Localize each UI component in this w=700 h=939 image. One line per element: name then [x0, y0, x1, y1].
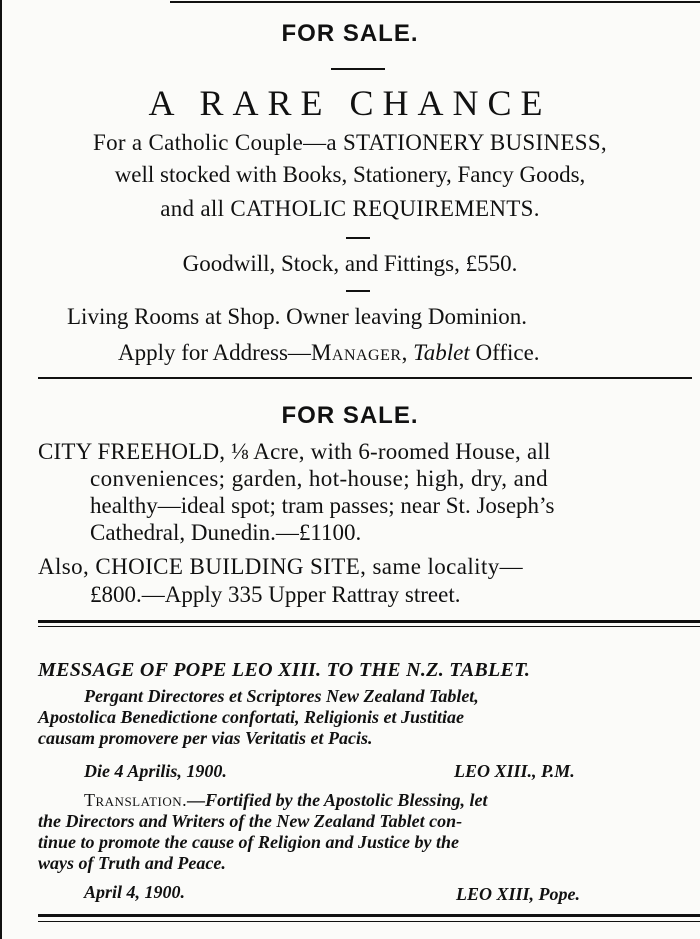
ad1-title: A RARE CHANCE [148, 83, 552, 123]
message-translation-line-2: the Directors and Writers of the New Zealand Tablet con- [38, 811, 463, 831]
ad2-heading: FOR SALE. [281, 402, 419, 429]
ad1-apply-comma: , [401, 340, 414, 365]
message-translation-line-4: ways of Truth and Peace. [38, 853, 226, 873]
ad2-p1-line-2: conveniences; garden, hot-house; high, dry, and [90, 466, 549, 491]
message-double-rule-bottom [38, 921, 700, 922]
ad1-short-rule-2 [346, 237, 370, 239]
message-english-date: April 4, 1900. [84, 882, 186, 902]
message-translation-text-1: —Fortified by the Apostolic Blessing, let [187, 790, 488, 810]
ad1-short-rule-3 [346, 290, 370, 292]
message-latin-line-2: Apostolica Benedictione confortati, Religionis et Justitiae [38, 707, 465, 727]
ad2-p1-line-3: healthy—ideal spot; tram passes; near St. Joseph’s [90, 493, 555, 518]
message-latin-line-3: causam promovere per vias Veritatis et Pacis. [38, 728, 373, 748]
message-double-rule-top [38, 914, 700, 917]
ad1-heading: FOR SALE. [281, 20, 419, 47]
ad2-p2-line-1: Also, CHOICE BUILDING SITE, same locality— [38, 554, 524, 579]
ad1-apply-manager: Manager [310, 340, 402, 365]
message-english-sign: LEO XIII, Pope. [456, 884, 581, 904]
ad1-line-1: For a Catholic Couple—a STATIONERY BUSINESS, [93, 130, 607, 155]
ad1-apply [118, 340, 540, 366]
ad1-living: Living Rooms at Shop. Owner leaving Dominion. [67, 304, 527, 329]
ad2-p1-line-4: Cathedral, Dunedin.—£1100. [90, 520, 362, 545]
message-latin-sign: LEO XIII., P.M. [454, 761, 575, 781]
message-title: MESSAGE OF POPE LEO XIII. TO THE N.Z. TABLET. [38, 659, 531, 681]
ad1-line-2: well stocked with Books, Stationery, Fancy Goods, [114, 162, 586, 187]
ad1-line-3: and all CATHOLIC REQUIREMENTS. [160, 196, 540, 221]
message-translation-line-3: tinue to promote the cause of Religion and Justice by the [38, 832, 460, 852]
ad2-double-rule-bottom [38, 626, 700, 627]
message-latin-line-1: Pergant Directores et Scriptores New Zealand Tablet, [84, 686, 479, 706]
message-translation-label: Translation. [84, 790, 188, 810]
ad2-double-rule-top [38, 620, 700, 623]
ad1-apply-tablet: Tablet [413, 340, 470, 365]
ad2-p1-line-1: CITY FREEHOLD, ⅛ Acre, with 6-roomed House, all [38, 439, 551, 464]
ad2-p2-line-2: £800.—Apply 335 Upper Rattray street. [90, 582, 461, 607]
ad1-price: Goodwill, Stock, and Fittings, £550. [182, 251, 518, 276]
top-rule [170, 1, 700, 3]
ad1-apply-suffix: Office. [469, 340, 540, 365]
ad1-apply-prefix: Apply for Address— [118, 340, 311, 365]
ad1-short-rule-1 [331, 68, 385, 70]
message-latin-date: Die 4 Aprilis, 1900. [84, 761, 227, 781]
message-translation-line-1 [84, 790, 487, 811]
ad1-bottom-rule [38, 377, 692, 379]
